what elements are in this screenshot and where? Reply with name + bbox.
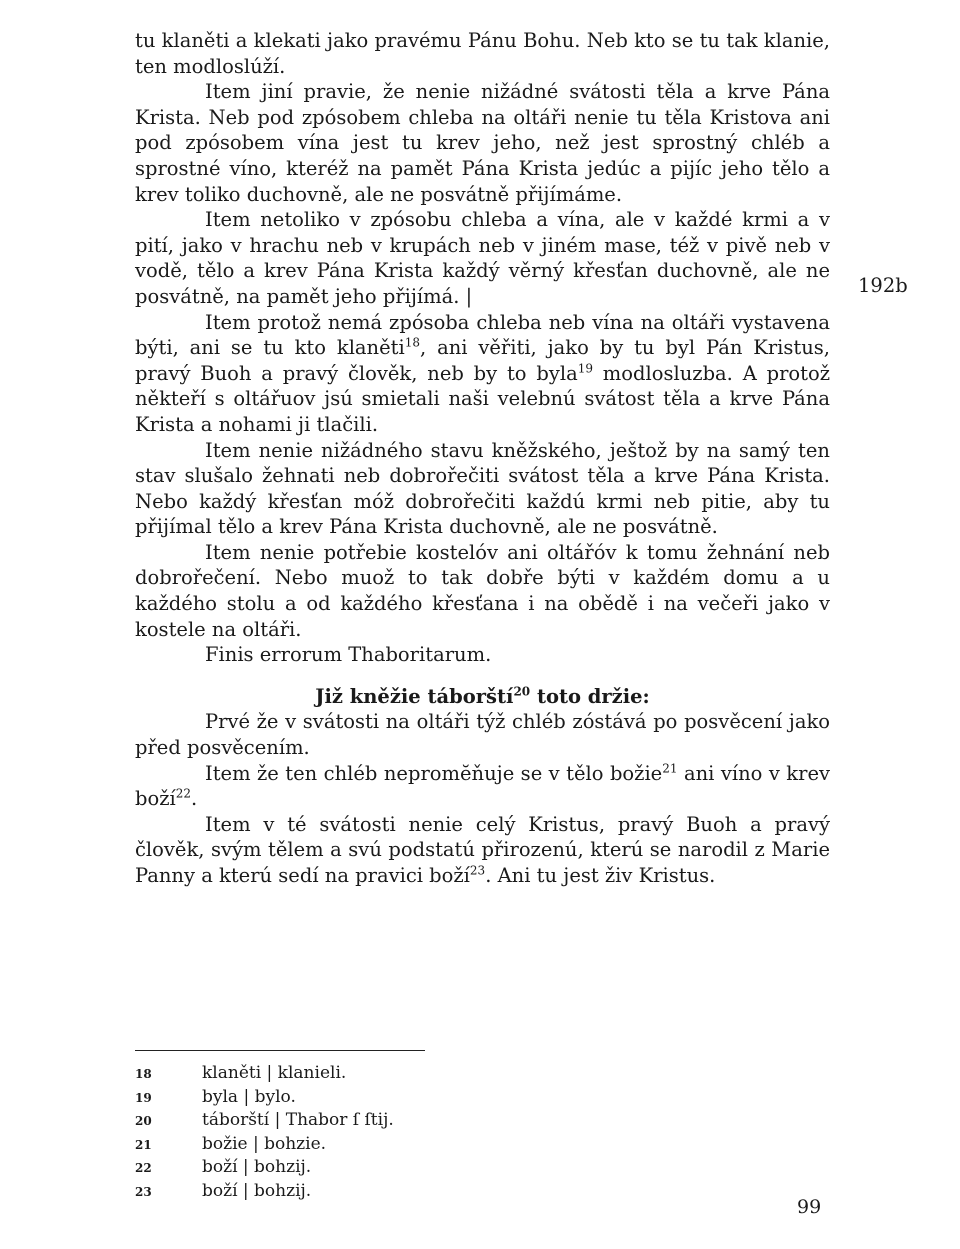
footnote-number: 19	[135, 1090, 152, 1105]
footnote	[135, 1062, 535, 1086]
paragraph-9: Item že ten chléb nepromĕňuje se v tělo božie$^{21}$ ani víno v krev boží$^{22}$.	[135, 761, 830, 811]
footnote-ref-22: 22	[175, 786, 192, 801]
footnote-number: 20	[135, 1114, 152, 1128]
paragraph-6: Item nenie potřebie kostelóv ani oltářóv k tomu žehnání neb dobrořečení. Nebo muož to tak dobře býti v každém domu a u každého stolu a od každého křesťana i na obědě i na večeři jako v kostele na oltáři.	[135, 540, 830, 641]
footnotes	[135, 1062, 535, 1203]
paragraph-1: tu klaněti a klekati jako pravému Pánu Bohu. Neb kto se tu tak klanie, ten modloslúží.	[135, 29, 830, 78]
main-text	[135, 28, 830, 889]
footnote-text: byla | bylo.	[202, 1086, 296, 1107]
paragraph-3: Item netoliko v zpósobu chleba a vína, ale v každé krmi a v pití, jako v hrachu neb v krupách neb v jiném mase, též v pivě neb v vodě, tělo a krev Pána Krista každý věrný křesťan duchovně, ale ne posvátně, na pamět jeho přijímá. |	[135, 208, 830, 308]
section-heading: Již kněžie táborští$^{20}$ toto držie:	[315, 684, 650, 708]
footnote-ref-23: 23	[469, 863, 486, 878]
footnote-number: 21	[135, 1137, 152, 1152]
footnote-ref-19: 19	[577, 361, 593, 376]
footnote	[135, 1156, 535, 1180]
footnote-text: božie | bohzie.	[202, 1133, 327, 1154]
footnote-ref-20: 20	[513, 684, 531, 699]
paragraph-4: Item protož nemá zpósoba chleba neb vína na oltáři vystavena býti, ani se tu kto klaněti$^{18}$, ani věřiti, jako by tu byl Pán Kristus, pravý Buoh a pravý člověk, neb by to byla$^{19}$ modlosluzba. A protož někteří s oltářuov jsú smietali naši velebnú svátost těla a krve Pána Krista a nohami ji tlačili.	[135, 310, 830, 436]
footnote-number: 18	[135, 1067, 152, 1081]
footnote-ref-21: 21	[662, 761, 678, 776]
footnote-text: klaněti | klanieli.	[202, 1063, 347, 1083]
footnote-number: 22	[135, 1161, 152, 1175]
paragraph-8: Prvé že v svátosti na oltáři týž chléb zóstává po posvěcení jako před posvěcením.	[135, 710, 830, 760]
paragraph-5: Item nenie nižádného stavu kněžského, ještož by na samý ten stav slušalo žehnati neb dobrořečiti svátost těla a krve Pána Krista. Nebo každý křesťan móž dobrořečiti každú krmi neb pitie, aby tu přijímal tělo a krev Pána Krista duchovně, ale ne posvátně.	[135, 438, 830, 539]
footnote-divider	[135, 1050, 425, 1051]
paragraph-10: Item v té svátosti nenie celý Kristus, pravý Buoh a pravý člověk, svým tělem a svú podstatú přirozenú, kterú se narodil z Marie Panny a kterú sedí na pravici boží$^{23}$. Ani tu jest živ Kristus.	[135, 812, 830, 887]
folio-margin-note: 192b	[858, 274, 908, 297]
footnote-text: boží | bohzij.	[202, 1180, 312, 1201]
footnote	[135, 1086, 535, 1110]
paragraph-7: Finis errorum Thaboritarum.	[205, 643, 492, 667]
paragraph-2: Item jiní pravie, že nenie nižádné svátosti těla a krve Pána Krista. Neb pod zpósobem chleba na oltáři nenie tu těla Kristova ani pod zpósobem vína jest tu krev jeho, než jest sprostný chléb a sprostné víno, kteréž na pamět Pána Krista jedúc a pijíc jeho tělo a krev toliko duchovně, ale ne posvátně přijímáme.	[135, 80, 830, 206]
footnote	[135, 1180, 535, 1204]
footnote-number: 23	[135, 1184, 152, 1199]
footnote-text: boží | bohzij.	[202, 1157, 312, 1177]
footnote	[135, 1133, 535, 1157]
footnote-text: táborští | Thabor ſ ſtij.	[202, 1110, 394, 1130]
footnote-ref-18: 18	[404, 335, 421, 350]
footnote	[135, 1109, 535, 1133]
page-number: 99	[797, 1196, 822, 1218]
